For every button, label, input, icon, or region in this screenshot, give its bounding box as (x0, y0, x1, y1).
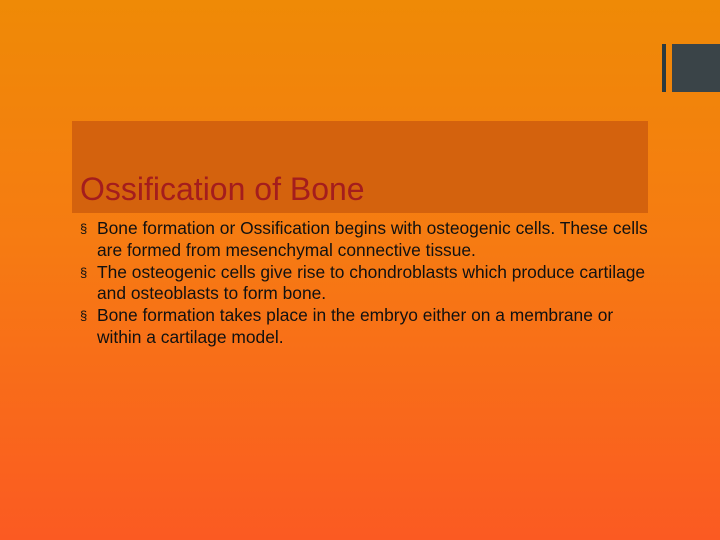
corner-accent-thin-bar (662, 44, 666, 92)
slide-title: Ossification of Bone (80, 170, 365, 207)
bullet-marker-icon: § (80, 221, 88, 236)
bullet-list (80, 218, 648, 349)
bullet-item (80, 218, 648, 262)
bullet-marker-icon: § (80, 264, 88, 280)
corner-accent-mark (662, 44, 720, 92)
bullet-text: Bone formation or Ossification begins with osteogenic cells. These cells are formed from mesenchymal connective tissue. (97, 218, 648, 260)
title-band (72, 121, 648, 213)
bullet-item (80, 262, 648, 306)
corner-accent-block (672, 44, 720, 92)
bullet-marker-icon: § (80, 308, 88, 324)
bullet-text: The osteogenic cells give rise to chondroblasts which produce cartilage and osteoblasts to form bone. (97, 261, 646, 304)
bullet-text: Bone formation takes place in the embryo either on a membrane or within a cartilage model. (97, 305, 614, 347)
bullet-item (80, 305, 648, 349)
